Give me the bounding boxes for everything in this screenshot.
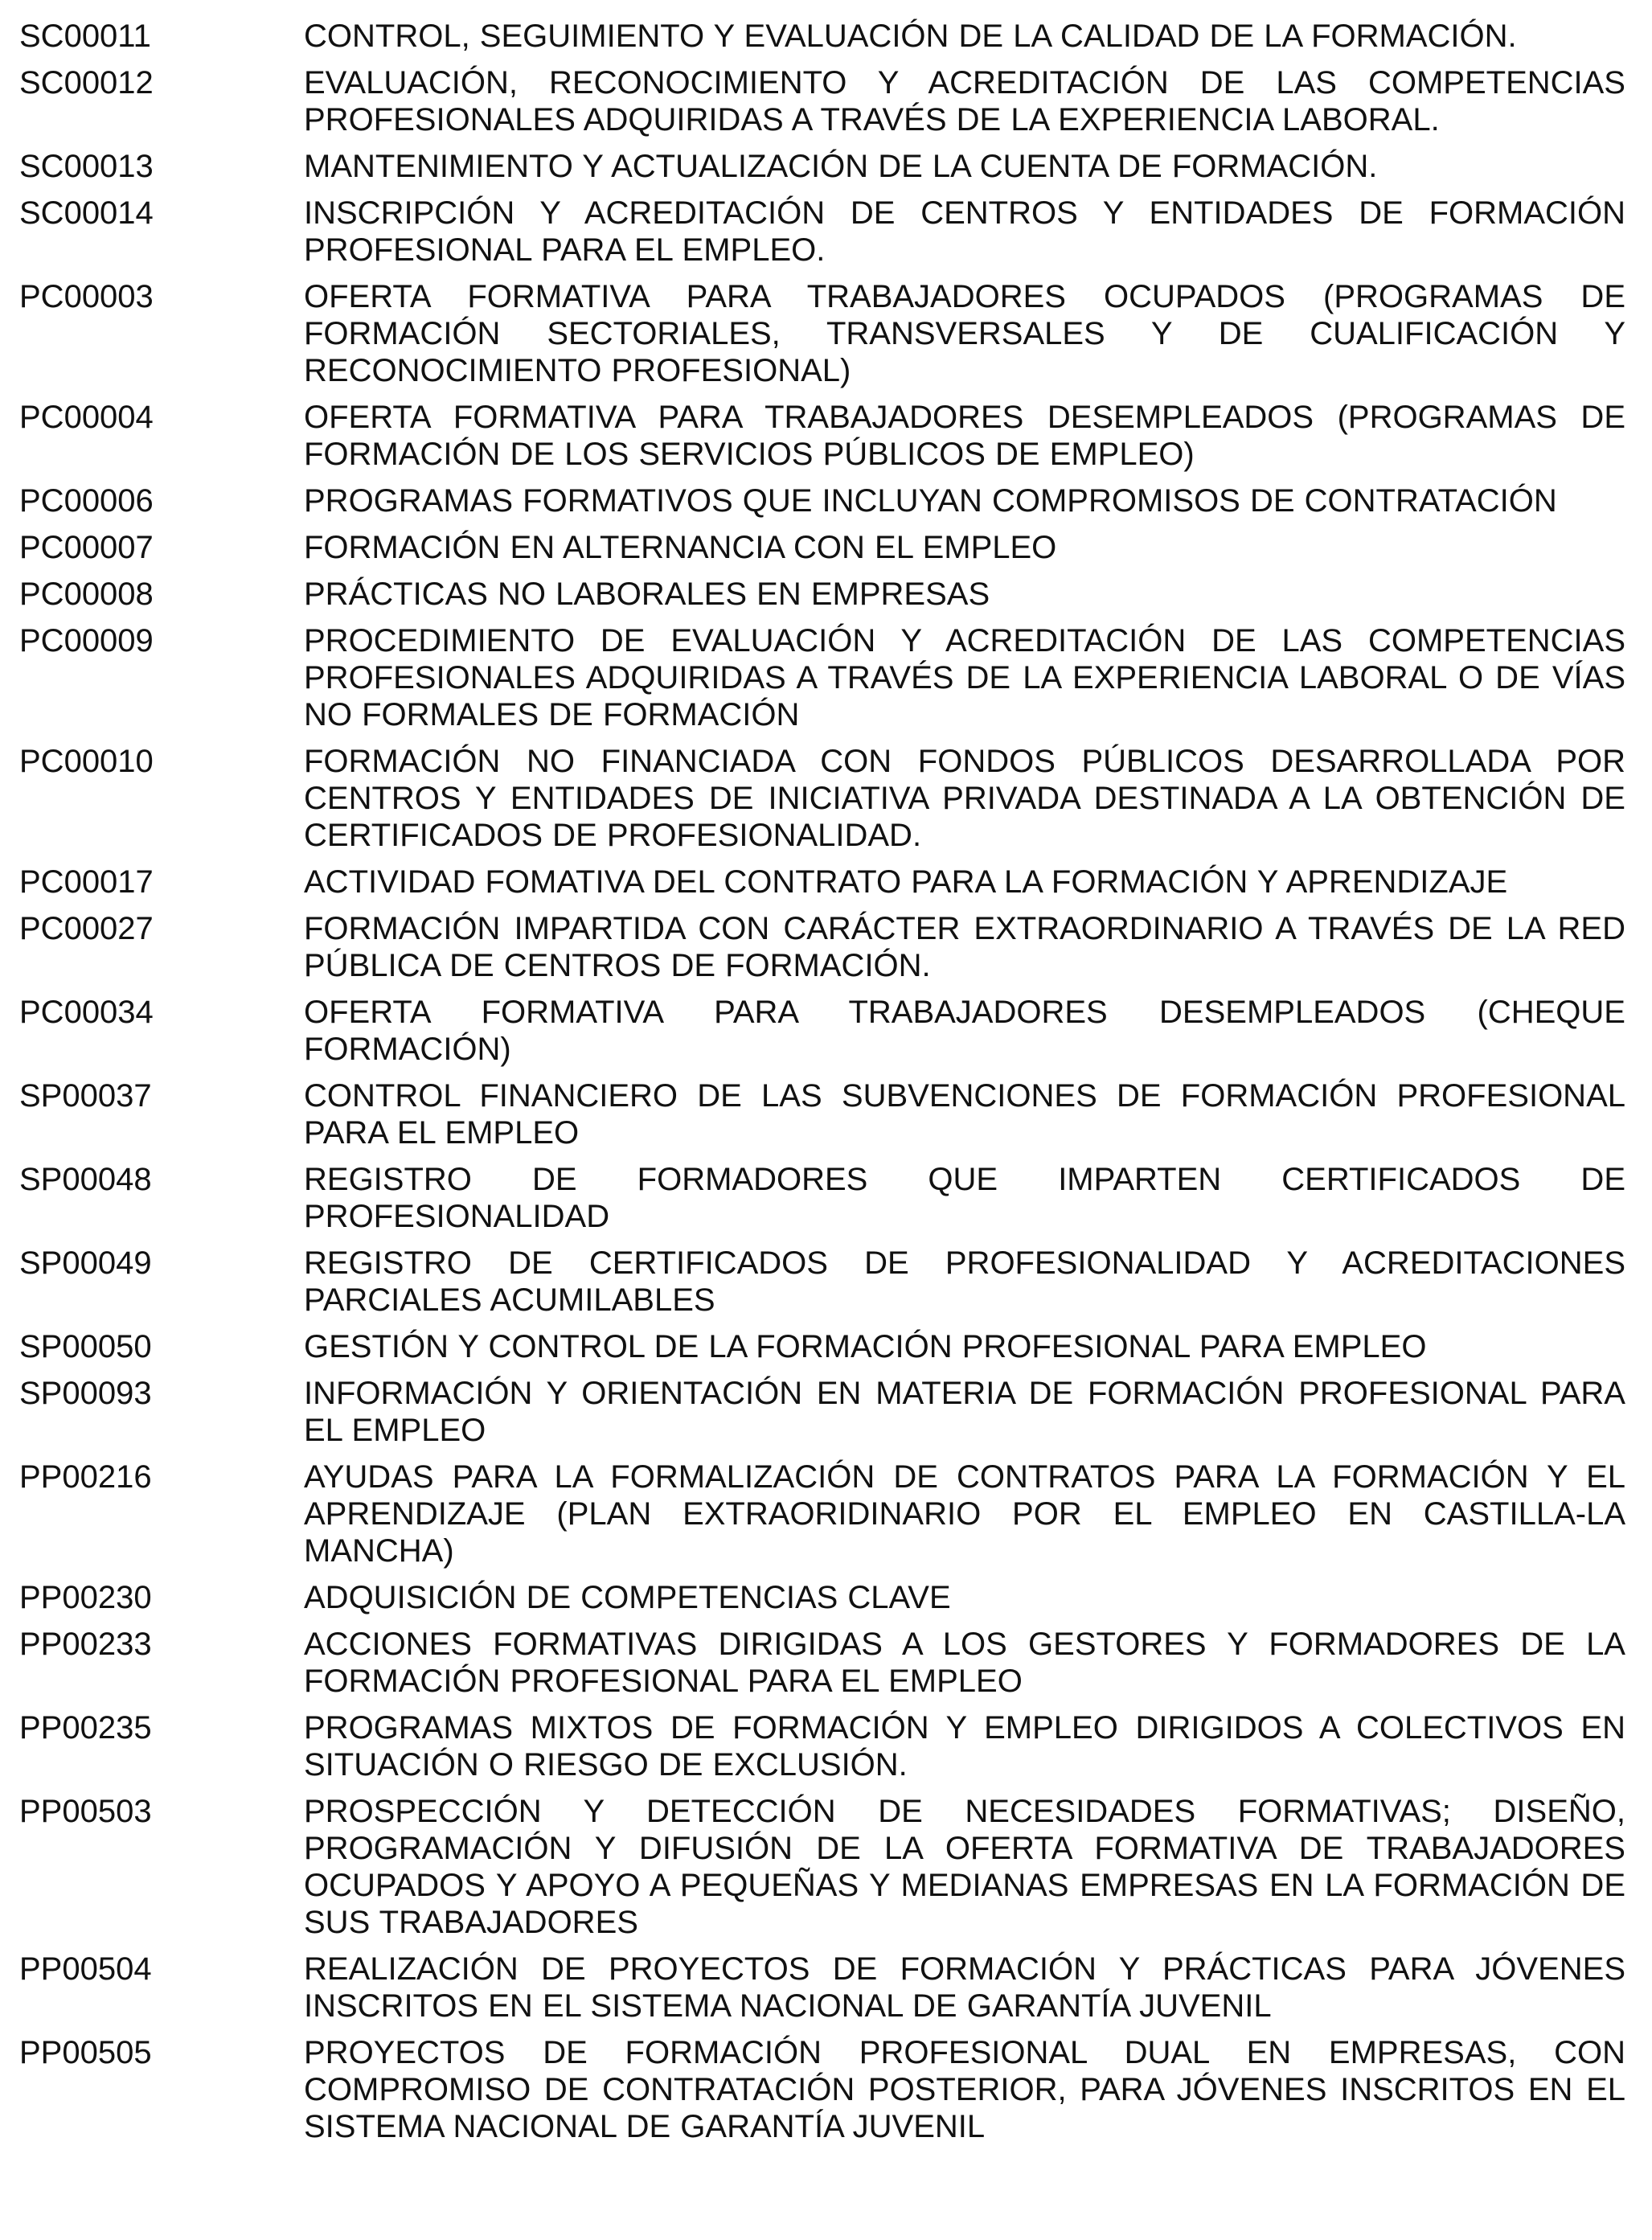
list-item [19,994,1627,1068]
procedure-code: SP00093 [19,1376,152,1411]
list-item [19,1579,1627,1616]
list-item [19,743,1627,854]
procedure-description: ADQUISICIÓN DE COMPETENCIAS CLAVE [304,1580,951,1615]
procedure-code: SP00050 [19,1329,152,1364]
procedure-code: PP00504 [19,1951,152,1987]
list-item [19,529,1627,566]
list-item [19,1793,1627,1941]
procedure-code: PP00233 [19,1627,152,1662]
list-item [19,864,1627,901]
list-item [19,148,1627,185]
procedure-description: INFORMACIÓN Y ORIENTACIÓN EN MATERIA DE FORMACIÓN PROFESIONAL PARA EL EMPLEO [304,1376,1625,1448]
procedure-code: PC00006 [19,483,154,519]
list-item [19,195,1627,269]
list-item [19,1951,1627,2025]
list-item [19,278,1627,389]
procedure-code: PC00004 [19,400,154,435]
procedure-code: PC00009 [19,623,154,658]
procedure-code: PC00007 [19,530,154,565]
procedure-code: SC00013 [19,149,154,184]
procedure-description: EVALUACIÓN, RECONOCIMIENTO Y ACREDITACIÓN DE LAS COMPETENCIAS PROFESIONALES ADQUIRIDAS A TRAVÉS DE LA EXPERIENCIA LABORAL. [304,65,1625,137]
procedure-description: INSCRIPCIÓN Y ACREDITACIÓN DE CENTROS Y ENTIDADES DE FORMACIÓN PROFESIONAL PARA EL EMPLEO. [304,195,1625,268]
list-item [19,1161,1627,1235]
procedure-description: CONTROL, SEGUIMIENTO Y EVALUACIÓN DE LA CALIDAD DE LA FORMACIÓN. [304,18,1517,54]
list-item [19,576,1627,613]
list-item [19,1245,1627,1319]
procedure-description: PROGRAMAS FORMATIVOS QUE INCLUYAN COMPROMISOS DE CONTRATACIÓN [304,483,1557,519]
list-item [19,1626,1627,1700]
procedure-code: PC00017 [19,864,154,900]
list-item [19,2034,1627,2145]
procedure-code: PP00235 [19,1710,152,1746]
procedure-description: PROYECTOS DE FORMACIÓN PROFESIONAL DUAL EN EMPRESAS, CON COMPROMISO DE CONTRATACIÓN POSTERIOR, PARA JÓVENES INSCRITOS EN EL SISTEMA NACIONAL DE GARANTÍA JUVENIL [304,2035,1625,2144]
procedure-description: CONTROL FINANCIERO DE LAS SUBVENCIONES DE FORMACIÓN PROFESIONAL PARA EL EMPLEO [304,1078,1625,1151]
procedure-code: PC00010 [19,744,154,779]
procedure-description: FORMACIÓN IMPARTIDA CON CARÁCTER EXTRAORDINARIO A TRAVÉS DE LA RED PÚBLICA DE CENTROS DE FORMACIÓN. [304,911,1625,983]
list-item [19,1077,1627,1151]
list-item [19,1375,1627,1449]
procedure-description: OFERTA FORMATIVA PARA TRABAJADORES DESEMPLEADOS (PROGRAMAS DE FORMACIÓN DE LOS SERVICIOS PÚBLICOS DE EMPLEO) [304,400,1625,472]
list-item [19,910,1627,984]
procedure-description: MANTENIMIENTO Y ACTUALIZACIÓN DE LA CUENTA DE FORMACIÓN. [304,149,1378,184]
procedure-description: PROSPECCIÓN Y DETECCIÓN DE NECESIDADES FORMATIVAS; DISEÑO, PROGRAMACIÓN Y DIFUSIÓN DE LA OFERTA FORMATIVA DE TRABAJADORES OCUPADOS Y APOYO A PEQUEÑAS Y MEDIANAS EMPRESAS EN LA FORMACIÓN DE SUS TRABAJADORES [304,1794,1625,1940]
procedure-description: GESTIÓN Y CONTROL DE LA FORMACIÓN PROFESIONAL PARA EMPLEO [304,1329,1427,1364]
procedure-description: FORMACIÓN EN ALTERNANCIA CON EL EMPLEO [304,530,1057,565]
procedure-list [19,18,1627,2164]
procedure-code: SP00037 [19,1078,152,1114]
procedure-code: PP00503 [19,1794,152,1829]
list-item [19,1458,1627,1569]
list-item [19,399,1627,473]
procedure-description: REGISTRO DE FORMADORES QUE IMPARTEN CERTIFICADOS DE PROFESIONALIDAD [304,1162,1625,1234]
procedure-code: PP00216 [19,1459,152,1495]
procedure-code: SC00014 [19,195,154,231]
procedure-code: PC00027 [19,911,154,946]
procedure-code: SP00049 [19,1245,152,1281]
procedure-description: FORMACIÓN NO FINANCIADA CON FONDOS PÚBLICOS DESARROLLADA POR CENTROS Y ENTIDADES DE INICIATIVA PRIVADA DESTINADA A LA OBTENCIÓN DE CERTIFICADOS DE PROFESIONALIDAD. [304,744,1625,853]
procedure-description: PROCEDIMIENTO DE EVALUACIÓN Y ACREDITACIÓN DE LAS COMPETENCIAS PROFESIONALES ADQUIRIDAS A TRAVÉS DE LA EXPERIENCIA LABORAL O DE VÍAS NO FORMALES DE FORMACIÓN [304,623,1625,732]
procedure-code: SP00048 [19,1162,152,1197]
procedure-code: SC00012 [19,65,154,101]
procedure-code: PP00505 [19,2035,152,2070]
list-item [19,482,1627,519]
procedure-code: PP00230 [19,1580,152,1615]
procedure-code: PC00034 [19,995,154,1030]
procedure-code: PC00008 [19,576,154,612]
procedure-description: REGISTRO DE CERTIFICADOS DE PROFESIONALIDAD Y ACREDITACIONES PARCIALES ACUMILABLES [304,1245,1625,1318]
procedure-description: OFERTA FORMATIVA PARA TRABAJADORES DESEMPLEADOS (CHEQUE FORMACIÓN) [304,995,1625,1067]
list-item [19,1328,1627,1365]
procedure-description: ACTIVIDAD FOMATIVA DEL CONTRATO PARA LA FORMACIÓN Y APRENDIZAJE [304,864,1508,900]
procedure-description: ACCIONES FORMATIVAS DIRIGIDAS A LOS GESTORES Y FORMADORES DE LA FORMACIÓN PROFESIONAL PARA EL EMPLEO [304,1627,1625,1699]
procedure-code: SC00011 [19,18,151,54]
procedure-description: REALIZACIÓN DE PROYECTOS DE FORMACIÓN Y PRÁCTICAS PARA JÓVENES INSCRITOS EN EL SISTEMA NACIONAL DE GARANTÍA JUVENIL [304,1951,1625,2024]
list-item [19,18,1627,55]
procedure-description: PRÁCTICAS NO LABORALES EN EMPRESAS [304,576,990,612]
procedure-description: PROGRAMAS MIXTOS DE FORMACIÓN Y EMPLEO DIRIGIDOS A COLECTIVOS EN SITUACIÓN O RIESGO DE EXCLUSIÓN. [304,1710,1625,1783]
list-item [19,64,1627,138]
procedure-description: AYUDAS PARA LA FORMALIZACIÓN DE CONTRATOS PARA LA FORMACIÓN Y EL APRENDIZAJE (PLAN EXTRAORIDINARIO POR EL EMPLEO EN CASTILLA-LA MANCHA) [304,1459,1625,1569]
procedure-code: PC00003 [19,279,154,314]
procedure-description: OFERTA FORMATIVA PARA TRABAJADORES OCUPADOS (PROGRAMAS DE FORMACIÓN SECTORIALES, TRANSVERSALES Y DE CUALIFICACIÓN Y RECONOCIMIENTO PROFESIONAL) [304,279,1625,388]
list-item [19,622,1627,733]
list-item [19,1709,1627,1783]
